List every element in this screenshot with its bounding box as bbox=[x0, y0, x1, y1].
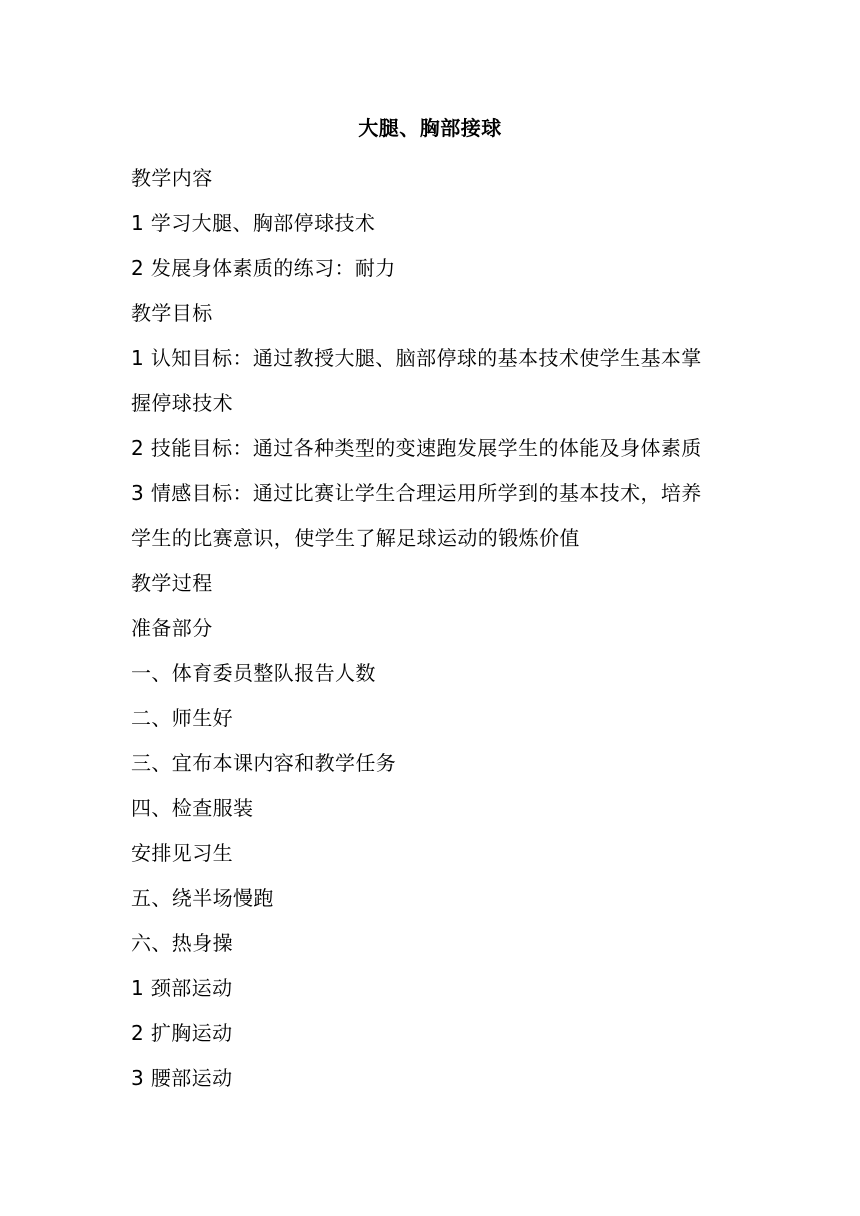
text-line: 教学内容 bbox=[131, 166, 213, 190]
text-line: 3 情感目标：通过比赛让学生合理运用所学到的基本技术，培养 bbox=[131, 481, 702, 505]
text-line: 安排见习生 bbox=[131, 841, 233, 865]
text-line: 准备部分 bbox=[131, 616, 213, 640]
text-line: 握停球技术 bbox=[131, 391, 233, 415]
text-line: 学生的比赛意识，使学生了解足球运动的锻炼价值 bbox=[131, 526, 580, 550]
document-body bbox=[131, 156, 731, 1101]
text-line: 1 颈部运动 bbox=[131, 976, 233, 1000]
document-title: 大腿、胸部接球 bbox=[358, 116, 502, 140]
text-line: 一、体育委员整队报告人数 bbox=[131, 661, 376, 685]
text-line: 教学过程 bbox=[131, 571, 213, 595]
text-line: 2 发展身体素质的练习：耐力 bbox=[131, 256, 396, 280]
text-line: 3 腰部运动 bbox=[131, 1066, 233, 1090]
text-line: 六、热身操 bbox=[131, 931, 233, 955]
text-line: 1 认知目标：通过教授大腿、脑部停球的基本技术使学生基本掌 bbox=[131, 346, 702, 370]
text-line: 三、宜布本课内容和教学任务 bbox=[131, 751, 397, 775]
text-line: 教学目标 bbox=[131, 301, 213, 325]
text-line: 1 学习大腿、胸部停球技术 bbox=[131, 211, 376, 235]
text-line: 二、师生好 bbox=[131, 706, 233, 730]
text-line: 2 扩胸运动 bbox=[131, 1021, 233, 1045]
text-line: 四、检查服装 bbox=[131, 796, 254, 820]
text-line: 2 技能目标：通过各种类型的变速跑发展学生的体能及身体素质 bbox=[131, 436, 702, 460]
text-line: 五、绕半场慢跑 bbox=[131, 886, 274, 910]
